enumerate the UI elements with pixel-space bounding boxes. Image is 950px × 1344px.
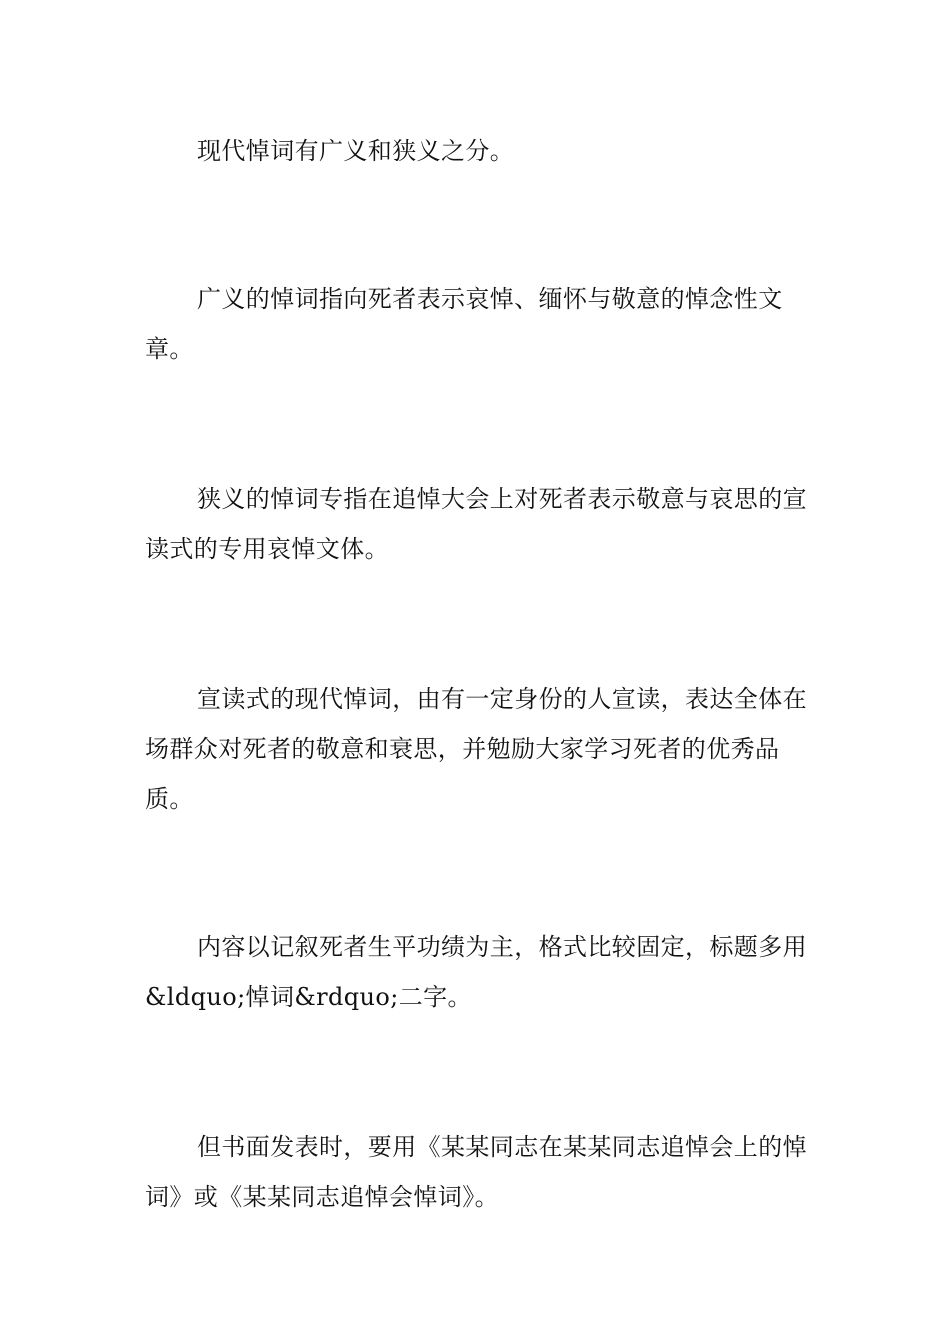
paragraph-publication-title: 但书面发表时，要用《某某同志在某某同志追悼会上的悼词》或《某某同志追悼会悼词》。 <box>145 1133 807 1211</box>
paragraph-reading-style: 宣读式的现代悼词，由有一定身份的人宣读，表达全体在场群众对死者的敬意和衰思，并勉励大家学习死者的优秀品质。 <box>145 685 807 813</box>
paragraph-broad-definition: 广义的悼词指向死者表示哀悼、缅怀与敬意的悼念性文章。 <box>145 285 783 363</box>
paragraph-definition-scope: 现代悼词有广义和狭义之分。 <box>197 137 515 165</box>
paragraph-content-format: 内容以记叙死者生平功绩为主，格式比较固定，标题多用&ldquo;悼词&rdquo;二字。 <box>145 933 807 1011</box>
paragraph-narrow-definition: 狭义的悼词专指在追悼大会上对死者表示敬意与哀思的宣读式的专用哀悼文体。 <box>145 485 807 563</box>
